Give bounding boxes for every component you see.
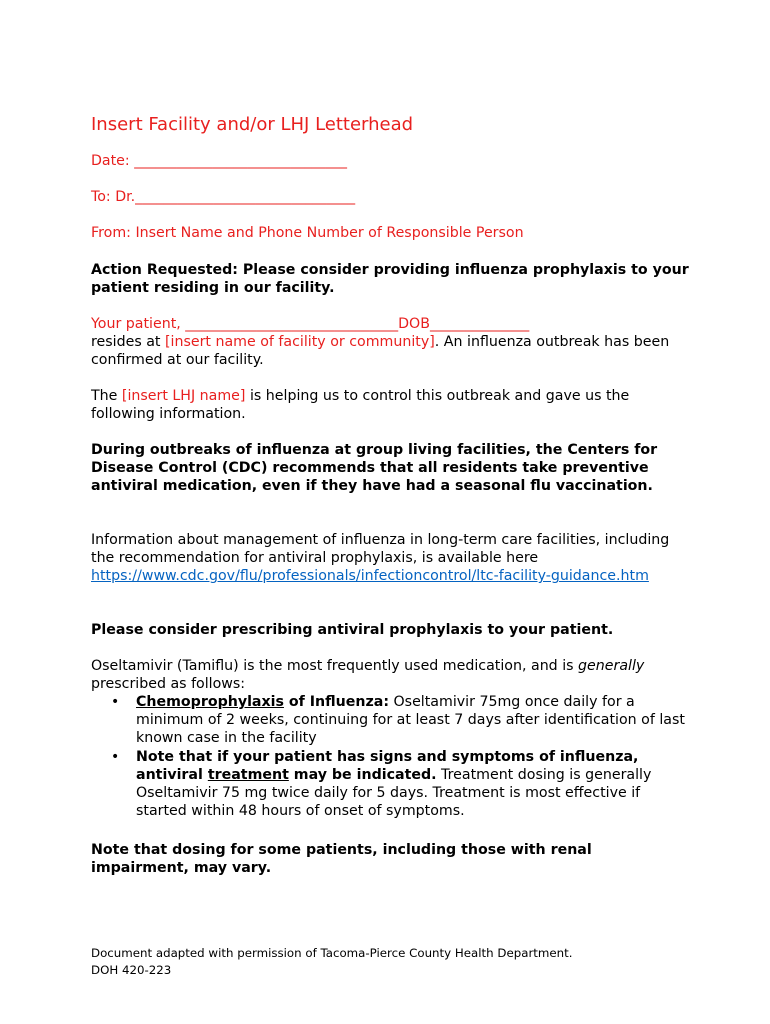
oseltamivir-lead: Oseltamivir (Tamiflu) is the most frequently used medication, and is xyxy=(91,658,579,674)
dosing-bullet-list xyxy=(91,693,691,820)
info-text: Information about management of influenza in long-term care facilities, including the recommendation for antiviral prophylaxis, is available here xyxy=(91,532,670,567)
chemoprophylaxis-dosing: Oseltamivir 75mg once daily for a minimum of 2 weeks, continuing for at least 7 days after identification of last known case in the facility xyxy=(136,694,685,747)
outbreak-confirmed-text: . An influenza outbreak has been confirmed at our facility. xyxy=(91,334,670,369)
treatment-note-lead: Note that if your patient has signs and symptoms of influenza, antiviral xyxy=(136,748,639,783)
letterhead-placeholder: Insert Facility and/or LHJ Letterhead xyxy=(91,114,414,135)
date-line: Date: ______________________________ xyxy=(91,153,348,169)
oseltamivir-emphasis: generally xyxy=(578,658,645,674)
oseltamivir-rest: prescribed as follows: xyxy=(91,676,246,693)
to-line: To: Dr._______________________________ xyxy=(91,189,356,205)
prescribe-heading: Please consider prescribing antiviral prophylaxis to your patient. xyxy=(91,622,614,638)
treatment-note-tail: may be indicated. xyxy=(288,766,437,783)
treatment-dosing: Treatment dosing is generally Oseltamivir 75 mg twice daily for 5 days. Treatment is most effective if started within 48 hours of onset of symptoms. xyxy=(136,766,652,820)
footer-doc-number: DOH 420-223 xyxy=(91,963,172,977)
patient-name-dob-line: Your patient, ______________________________DOB______________ xyxy=(91,316,530,332)
patient-paragraph xyxy=(91,315,691,370)
action-requested: Action Requested: Please consider providing influenza prophylaxis to your patient residing in our facility. xyxy=(91,262,689,297)
chemoprophylaxis-term: Chemoprophylaxis xyxy=(136,694,284,710)
of-influenza-term: of Influenza: xyxy=(283,694,389,710)
info-paragraph xyxy=(91,531,691,586)
cdc-recommendation: During outbreaks of influenza at group living facilities, the Centers for Disease Control (CDC) recommends that all residents take preventive antiviral medication, even if they have had a seasonal flu vaccination. xyxy=(91,442,658,495)
lhj-paragraph xyxy=(91,387,691,423)
from-line: From: Insert Name and Phone Number of Responsible Person xyxy=(91,225,524,241)
facility-placeholder: [insert name of facility or community] xyxy=(165,334,435,351)
list-item xyxy=(91,748,691,821)
list-item xyxy=(91,693,691,748)
lhj-the: The xyxy=(91,388,122,404)
cdc-guidance-link[interactable]: https://www.cdc.gov/flu/professionals/infectioncontrol/ltc-facility-guidance.htm xyxy=(91,568,649,585)
footer-attribution: Document adapted with permission of Tacoma-Pierce County Health Department. xyxy=(91,946,573,960)
renal-dosing-note: Note that dosing for some patients, including those with renal impairment, may vary. xyxy=(91,842,592,877)
lhj-rest-text: is helping us to control this outbreak and gave us the following information. xyxy=(91,388,630,423)
treatment-term: treatment xyxy=(207,766,289,783)
bullet-icon: • xyxy=(111,694,120,710)
bullet-icon: • xyxy=(111,748,120,765)
lhj-name-placeholder: [insert LHJ name] xyxy=(121,388,246,404)
oseltamivir-paragraph xyxy=(91,657,691,693)
resides-at-text: resides at xyxy=(91,334,165,351)
